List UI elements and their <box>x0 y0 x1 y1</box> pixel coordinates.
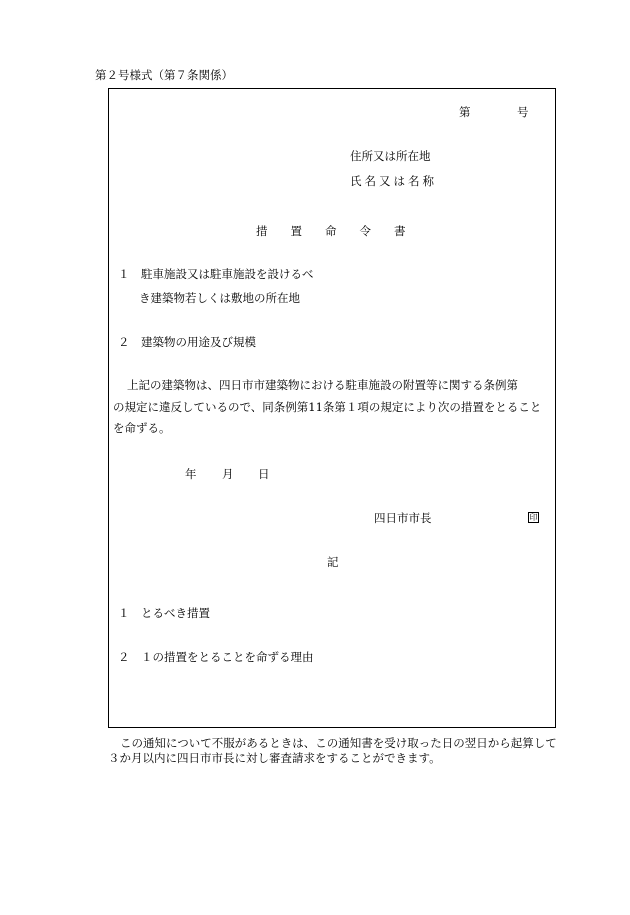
number-dai: 第 <box>459 105 471 119</box>
seal-mark: 印 <box>529 513 538 522</box>
document-title: 措 置 命 令 書 <box>256 224 406 238</box>
measure2: ２ １の措置をとることを命ずる理由 <box>118 650 314 664</box>
notice-line2: ３か月以内に四日市市長に対し審査請求をすることができます。 <box>108 751 441 765</box>
date-day: 日 <box>258 467 270 481</box>
body-line2: の規定に違反しているので、同条例第11条第１項の規定により次の措置をとること <box>113 400 542 414</box>
item1-line1: １ 駐車施設又は駐車施設を設けるべ <box>118 267 314 281</box>
measure1: １ とるべき措置 <box>118 606 210 620</box>
name-label: 氏名又は名称 <box>350 174 437 188</box>
ki-label: 記 <box>327 555 339 569</box>
issuer: 四日市市長 <box>374 511 432 525</box>
body-line3: を命ずる。 <box>113 421 171 435</box>
notice-line1: この通知について不服があるときは、この通知書を受け取った日の翌日から起算して <box>120 736 557 750</box>
item2: ２ 建築物の用途及び規模 <box>118 335 256 349</box>
date-month: 月 <box>222 467 234 481</box>
item1-line2: き建築物若しくは敷地の所在地 <box>139 291 300 305</box>
date-year: 年 <box>185 467 197 481</box>
address-label: 住所又は所在地 <box>350 149 431 163</box>
number-go: 号 <box>517 105 529 119</box>
body-line1: 上記の建築物は、四日市市建築物における駐車施設の附置等に関する条例第 <box>127 378 518 392</box>
form-id: 第２号様式（第７条関係） <box>95 68 233 82</box>
